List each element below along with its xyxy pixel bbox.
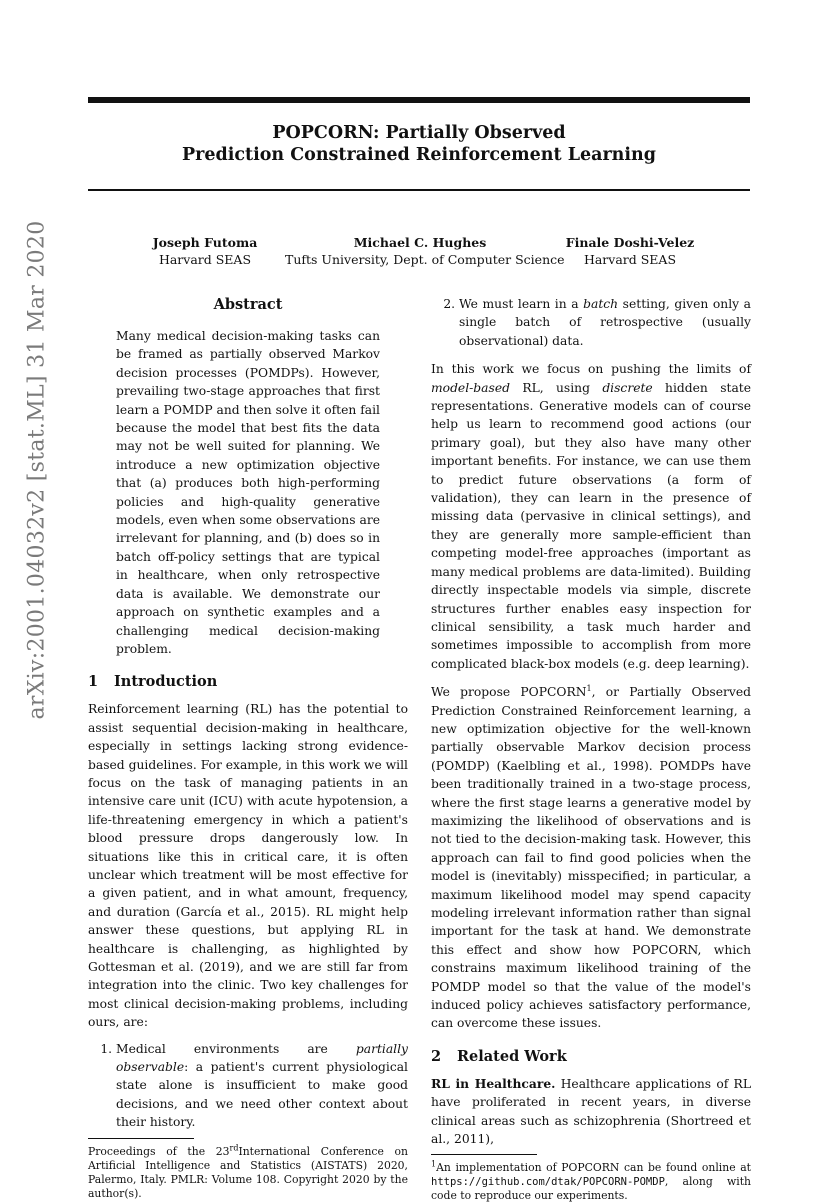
arxiv-identifier: arXiv:2001.04032v2 [stat.ML] 31 Mar 2020	[24, 220, 50, 720]
section-heading-related-work	[431, 1047, 751, 1067]
author-block	[140, 234, 710, 274]
section-number: 2	[431, 1047, 442, 1065]
section-heading-introduction	[88, 672, 408, 692]
footnote-area-left	[88, 1138, 408, 1201]
abstract-heading: Abstract	[213, 296, 283, 313]
list-item: 1. Medical environments are partially observable: a patient's current physiological state alone is insufficient to make good decisions, and we need other context about their history.	[116, 1040, 408, 1132]
section-title: Related Work	[457, 1047, 567, 1065]
repository-link[interactable]: https://github.com/dtak/POPCORN-POMDP	[431, 1176, 665, 1189]
abstract-text: Many medical decision-making tasks can be framed as partially observed Markov decision processes (POMDPs). However, prevailing two-stage approaches that first learn a POMDP and then solve it often fail because the model that best fits the data may not be well suited for planning. We introduce a new optimization objective that (a) produces both high-performing policies and high-quality generative models, even when some observations are irrelevant for planning, and (b) does so in batch off-policy settings that are typical in healthcare, when only retrospective data is available. We demonstrate our approach on synthetic examples and a challenging medical decision-making problem.	[116, 329, 380, 656]
arxiv-sidebar	[20, 220, 54, 720]
proceedings-footnote: Proceedings of the 23rdInternational Conference on Artificial Intelligence and Statistics (AISTATS) 2020, Palermo, Italy. PMLR: Volume 108. Copyright 2020 by the author(s).	[88, 1143, 408, 1200]
challenge-list	[88, 1040, 408, 1132]
right-column	[431, 295, 751, 1203]
section-title: Introduction	[114, 673, 218, 691]
author-1	[140, 234, 270, 268]
author-affiliation: Tufts University, Dept. of Computer Science	[285, 252, 565, 267]
list-item: 2. We must learn in a batch setting, given only a single batch of retrospective (usually observational) data.	[459, 295, 751, 350]
intro-paragraph-2: In this work we focus on pushing the limits of model-based RL, using discrete hidden state representations. Generative models can of course help us learn to recommend good actions (our primary goal), but they also have many other important benefits. For instance, we can use them to predict future observations (a form of validation), they can learn in the presence of missing data (pervasive in clinical settings), and they are generally more sample-efficient than competing model-free approaches (important as many medical problems are data-limited). Building directly inspectable models via simple, discrete structures further enables easy inspection for clinical sensibility, a task much harder and sometimes impossible to accomplish from more complicated black-box models (e.g. deep learning).	[431, 362, 751, 671]
author-affiliation: Harvard SEAS	[583, 252, 677, 267]
author-name: Michael C. Hughes	[353, 235, 487, 250]
title-line-2: Prediction Constrained Reinforcement Learning	[181, 145, 657, 165]
footnote-1: $^1$An implementation of POPCORN can be found online at https://github.com/dtak/POPCORN-POMDP, along with code to reproduce our experiments.	[431, 1159, 751, 1203]
author-3	[565, 234, 695, 268]
author-name: Finale Doshi-Velez	[565, 235, 695, 250]
section-number: 1	[88, 673, 99, 691]
footnote-area-right	[431, 1154, 751, 1203]
bottom-rule	[88, 189, 750, 191]
footnote-rule	[88, 1138, 194, 1139]
intro-paragraph-3: We propose POPCORN$^1$, or Partially Observed Prediction Constrained Reinforcement learning, a new optimization objective for the well-known partially observable Markov decision process (POMDP) (Kaelbling et al., 1998). POMDPs have been traditionally trained in a two-stage process, where the first stage learns a generative model by maximizing the likelihood of observations and is not tied to the decision-making task. However, this approach can fail to find good policies when the model is (inevitably) misspecified; in particular, a maximum likelihood model may spend capacity modeling irrelevant information rather than signal important for the task at hand. We demonstrate this effect and show how POPCORN, which constrains maximum likelihood training of the POMDP model so that the value of the model's induced policy achieves satisfactory performance, can overcome these issues.	[431, 684, 751, 1031]
author-affiliation: Harvard SEAS	[158, 252, 252, 267]
paper-title	[88, 122, 750, 166]
top-rule	[88, 97, 750, 103]
author-2	[285, 234, 565, 268]
author-name: Joseph Futoma	[152, 235, 258, 250]
title-line-1: POPCORN: Partially Observed	[272, 123, 566, 143]
challenge-list-continued	[431, 295, 751, 350]
related-work-paragraph: RL in Healthcare. Healthcare applications of RL have proliferated in recent years, in diverse clinical areas such as schizophrenia (Shortreed et al., 2011),	[431, 1075, 751, 1147]
left-column	[88, 295, 408, 1201]
footnote-rule	[431, 1154, 537, 1155]
intro-paragraph-1: Reinforcement learning (RL) has the potential to assist sequential decision-making in healthcare, especially in settings lacking strong evidence-based guidelines. For example, in this work we will focus on the task of managing patients in an intensive care unit (ICU) with acute hypotension, a life-threatening emergency in which a patient's blood pressure drops dangerously low. In situations like this in critical care, it is often unclear which treatment will be most effective for a given patient, and in what amount, frequency, and duration (García et al., 2015). RL might help answer these questions, but applying RL in healthcare is challenging, as highlighted by Gottesman et al. (2019), and we are still far from integration into the clinic. Two key challenges for most clinical decision-making problems, including ours, are:	[88, 702, 408, 1030]
paragraph-lead: RL in Healthcare.	[431, 1075, 556, 1091]
